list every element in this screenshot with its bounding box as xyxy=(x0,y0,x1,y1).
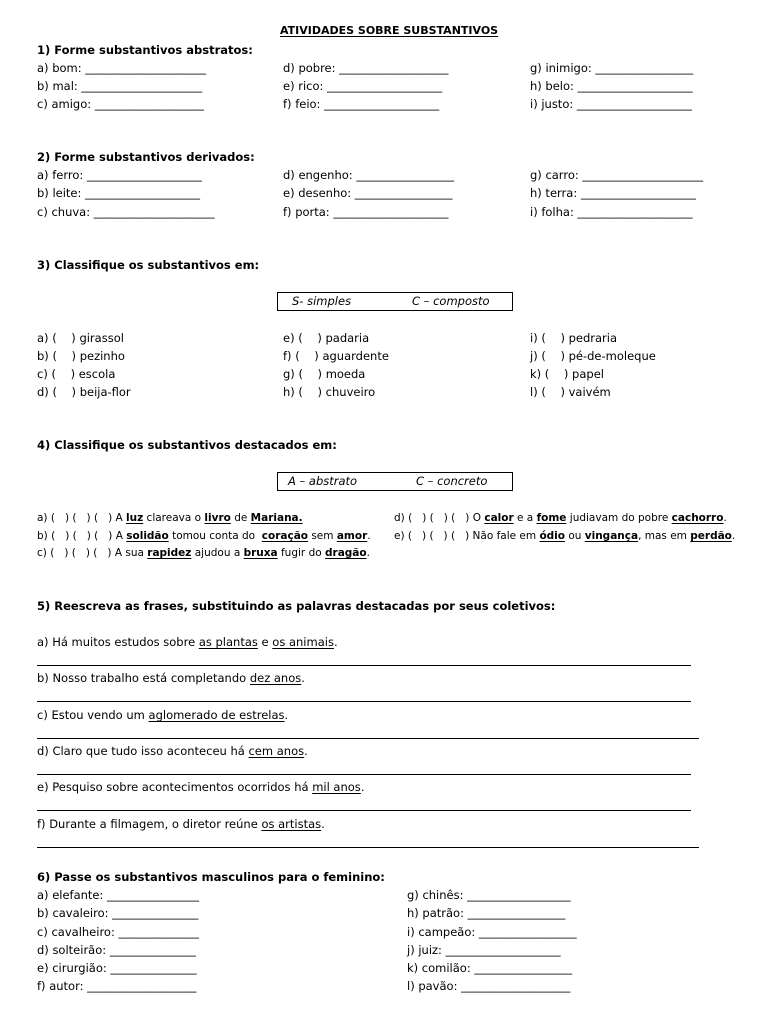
q6-item-d[interactable]: d) solteirão: _______________ xyxy=(37,943,197,957)
q5-d-word-1: cem anos xyxy=(248,744,305,758)
q5-heading: 5) Reescreva as frases, substituindo as palavras destacadas por seus coletivos: xyxy=(37,599,556,613)
q1-item-b[interactable]: b) mal: _____________________ xyxy=(37,79,203,93)
q4-e-text-2: ou xyxy=(565,530,585,542)
q5-a-word-1: as plantas xyxy=(198,635,258,649)
q1-heading: 1) Forme substantivos abstratos: xyxy=(37,43,253,57)
q3-item-b[interactable]: b) ( ) pezinho xyxy=(37,349,125,363)
q6-item-a[interactable]: a) elefante: ________________ xyxy=(37,888,200,902)
q3-legend-box xyxy=(277,292,513,311)
q6-item-f[interactable]: f) autor: ___________________ xyxy=(37,979,197,993)
q3-item-e[interactable]: e) ( ) padaria xyxy=(283,331,370,345)
q1-item-f[interactable]: f) feio: ____________________ xyxy=(283,97,440,111)
q4-legend-concrete: C – concreto xyxy=(416,474,488,488)
q1-item-h[interactable]: h) belo: ____________________ xyxy=(530,79,693,93)
q3-legend-compound: C – composto xyxy=(412,294,490,308)
q2-item-c[interactable]: c) chuva: _____________________ xyxy=(37,205,215,219)
q1-item-c[interactable]: c) amigo: ___________________ xyxy=(37,97,205,111)
q5-sentence-b xyxy=(37,671,305,685)
q4-e-word-3: perdão xyxy=(690,530,732,542)
q4-b-word-2: coração xyxy=(261,530,308,542)
q5-answer-line-c[interactable] xyxy=(37,738,699,739)
q4-heading: 4) Classifique os substantivos destacados em: xyxy=(37,438,337,452)
q2-item-a[interactable]: a) ferro: ____________________ xyxy=(37,168,202,182)
q1-item-g[interactable]: g) inimigo: _________________ xyxy=(530,61,694,75)
q4-sentence-e[interactable] xyxy=(394,529,735,543)
q5-c-text-2: . xyxy=(284,708,289,722)
q5-e-text-2: . xyxy=(360,780,365,794)
q4-d-text-2: e a xyxy=(513,512,537,524)
q4-e-text-4: . xyxy=(731,530,736,542)
q4-d-word-2: fome xyxy=(536,512,567,524)
q6-item-h[interactable]: h) patrão: _________________ xyxy=(407,906,566,920)
q3-item-k[interactable]: k) ( ) papel xyxy=(530,367,604,381)
q5-answer-line-b[interactable] xyxy=(37,701,691,702)
q4-sentence-d[interactable] xyxy=(394,511,727,525)
q5-sentence-d xyxy=(37,744,308,758)
q4-d-word-1: calor xyxy=(484,512,514,524)
q6-item-e[interactable]: e) cirurgião: _______________ xyxy=(37,961,197,975)
q5-b-text-2: . xyxy=(301,671,305,685)
q4-sentence-b[interactable] xyxy=(37,529,371,543)
q4-d-text-1: d) ( ) ( ) ( ) O xyxy=(394,512,485,524)
q6-item-i[interactable]: i) campeão: _________________ xyxy=(407,925,577,939)
q4-b-word-3: amor xyxy=(336,530,368,542)
q6-heading: 6) Passe os substantivos masculinos para o feminino: xyxy=(37,870,385,884)
q1-item-e[interactable]: e) rico: ____________________ xyxy=(283,79,443,93)
q5-sentence-a xyxy=(37,635,338,649)
q3-item-j[interactable]: j) ( ) pé-de-moleque xyxy=(530,349,656,363)
q4-e-text-3: , mas em xyxy=(638,530,691,542)
q4-e-text-1: e) ( ) ( ) ( ) Não fale em xyxy=(394,530,540,542)
q4-a-text-3: de xyxy=(230,512,251,524)
q4-b-text-2: tomou conta do xyxy=(168,530,262,542)
q4-legend-box xyxy=(277,472,513,491)
q5-e-text-1: e) Pesquiso sobre acontecimentos ocorridos há xyxy=(37,780,313,794)
q5-a-text-1: a) Há muitos estudos sobre xyxy=(37,635,199,649)
q4-b-word-1: solidão xyxy=(126,530,169,542)
q4-c-word-2: bruxa xyxy=(243,547,278,559)
q4-e-word-2: vingança xyxy=(584,530,639,542)
q5-f-word-1: os artistas xyxy=(261,817,322,831)
q5-f-text-1: f) Durante a filmagem, o diretor reúne xyxy=(37,817,262,831)
q4-c-word-3: dragão xyxy=(325,547,367,559)
q2-heading: 2) Forme substantivos derivados: xyxy=(37,150,255,164)
q6-item-j[interactable]: j) juiz: ____________________ xyxy=(407,943,561,957)
q3-item-h[interactable]: h) ( ) chuveiro xyxy=(283,385,376,399)
q5-a-word-2: os animais xyxy=(272,635,334,649)
q3-legend-simple: S- simples xyxy=(292,294,352,308)
q1-item-i[interactable]: i) justo: ____________________ xyxy=(530,97,692,111)
q3-item-f[interactable]: f) ( ) aguardente xyxy=(283,349,389,363)
q5-b-text-1: b) Nosso trabalho está completando xyxy=(37,671,250,685)
q2-item-i[interactable]: i) folha: ____________________ xyxy=(530,205,693,219)
q5-answer-line-e[interactable] xyxy=(37,810,691,811)
q4-a-word-2: livro xyxy=(204,512,231,524)
q6-item-c[interactable]: c) cavalheiro: ______________ xyxy=(37,925,199,939)
q2-item-e[interactable]: e) desenho: _________________ xyxy=(283,186,453,200)
q4-c-text-3: fugir do xyxy=(277,547,325,559)
q4-d-word-3: cachorro xyxy=(671,512,724,524)
q1-item-d[interactable]: d) pobre: ___________________ xyxy=(283,61,449,75)
q1-item-a[interactable]: a) bom: _____________________ xyxy=(37,61,207,75)
q5-d-text-2: . xyxy=(304,744,308,758)
q5-a-text-2: e xyxy=(257,635,273,649)
q5-f-text-2: . xyxy=(321,817,325,831)
q3-item-a[interactable]: a) ( ) girassol xyxy=(37,331,124,345)
q4-a-text-1: a) ( ) ( ) ( ) A xyxy=(37,512,127,524)
q2-item-f[interactable]: f) porta: ____________________ xyxy=(283,205,449,219)
q5-e-word-1: mil anos xyxy=(312,780,361,794)
q5-b-word-1: dez anos xyxy=(249,671,302,685)
q6-item-b[interactable]: b) cavaleiro: _______________ xyxy=(37,906,199,920)
q5-c-word-1: aglomerado de estrelas xyxy=(148,708,285,722)
q3-item-l[interactable]: l) ( ) vaivém xyxy=(530,385,611,399)
q4-d-text-3: judiavam do pobre xyxy=(566,512,672,524)
q4-a-text-2: clareava o xyxy=(143,512,205,524)
q5-c-text-1: c) Estou vendo um xyxy=(37,708,149,722)
q5-answer-line-d[interactable] xyxy=(37,774,691,775)
q2-item-h[interactable]: h) terra: ____________________ xyxy=(530,186,696,200)
q6-item-g[interactable]: g) chinês: __________________ xyxy=(407,888,571,902)
q4-sentence-c[interactable] xyxy=(37,546,370,560)
q4-sentence-a[interactable] xyxy=(37,511,303,525)
q4-a-word-1: luz xyxy=(126,512,144,524)
q4-c-text-2: ajudou a xyxy=(191,547,244,559)
q3-heading: 3) Classifique os substantivos em: xyxy=(37,258,260,272)
q2-item-b[interactable]: b) leite: ____________________ xyxy=(37,186,201,200)
q5-answer-line-a[interactable] xyxy=(37,665,691,666)
q3-item-i[interactable]: i) ( ) pedraria xyxy=(530,331,618,345)
q4-c-text-4: . xyxy=(366,547,370,559)
q4-c-word-1: rapidez xyxy=(147,547,192,559)
q3-item-d[interactable]: d) ( ) beija-flor xyxy=(37,385,131,399)
q5-sentence-c xyxy=(37,708,288,722)
q6-item-k[interactable]: k) comilão: _________________ xyxy=(407,961,573,975)
q4-b-text-1: b) ( ) ( ) ( ) A xyxy=(37,530,127,542)
q5-sentence-f xyxy=(37,817,325,831)
q5-answer-line-f[interactable] xyxy=(37,847,699,848)
q3-item-c[interactable]: c) ( ) escola xyxy=(37,367,116,381)
q4-b-text-4: . xyxy=(367,530,371,542)
q5-a-text-3: . xyxy=(333,635,338,649)
q4-legend-abstract: A – abstrato xyxy=(288,474,358,488)
q5-sentence-e xyxy=(37,780,364,794)
q4-a-word-3: Mariana. xyxy=(250,512,303,524)
q4-d-text-4: . xyxy=(723,512,727,524)
q4-e-word-1: ódio xyxy=(539,530,565,542)
q4-b-text-3: sem xyxy=(308,530,337,542)
q3-item-g[interactable]: g) ( ) moeda xyxy=(283,367,366,381)
page-title: ATIVIDADES SOBRE SUBSTANTIVOS xyxy=(280,24,499,37)
q2-item-d[interactable]: d) engenho: _________________ xyxy=(283,168,455,182)
q2-item-g[interactable]: g) carro: _____________________ xyxy=(530,168,704,182)
q6-item-l[interactable]: l) pavão: ___________________ xyxy=(407,979,571,993)
q4-c-text-1: c) ( ) ( ) ( ) A sua xyxy=(37,547,148,559)
q5-d-text-1: d) Claro que tudo isso aconteceu há xyxy=(37,744,249,758)
